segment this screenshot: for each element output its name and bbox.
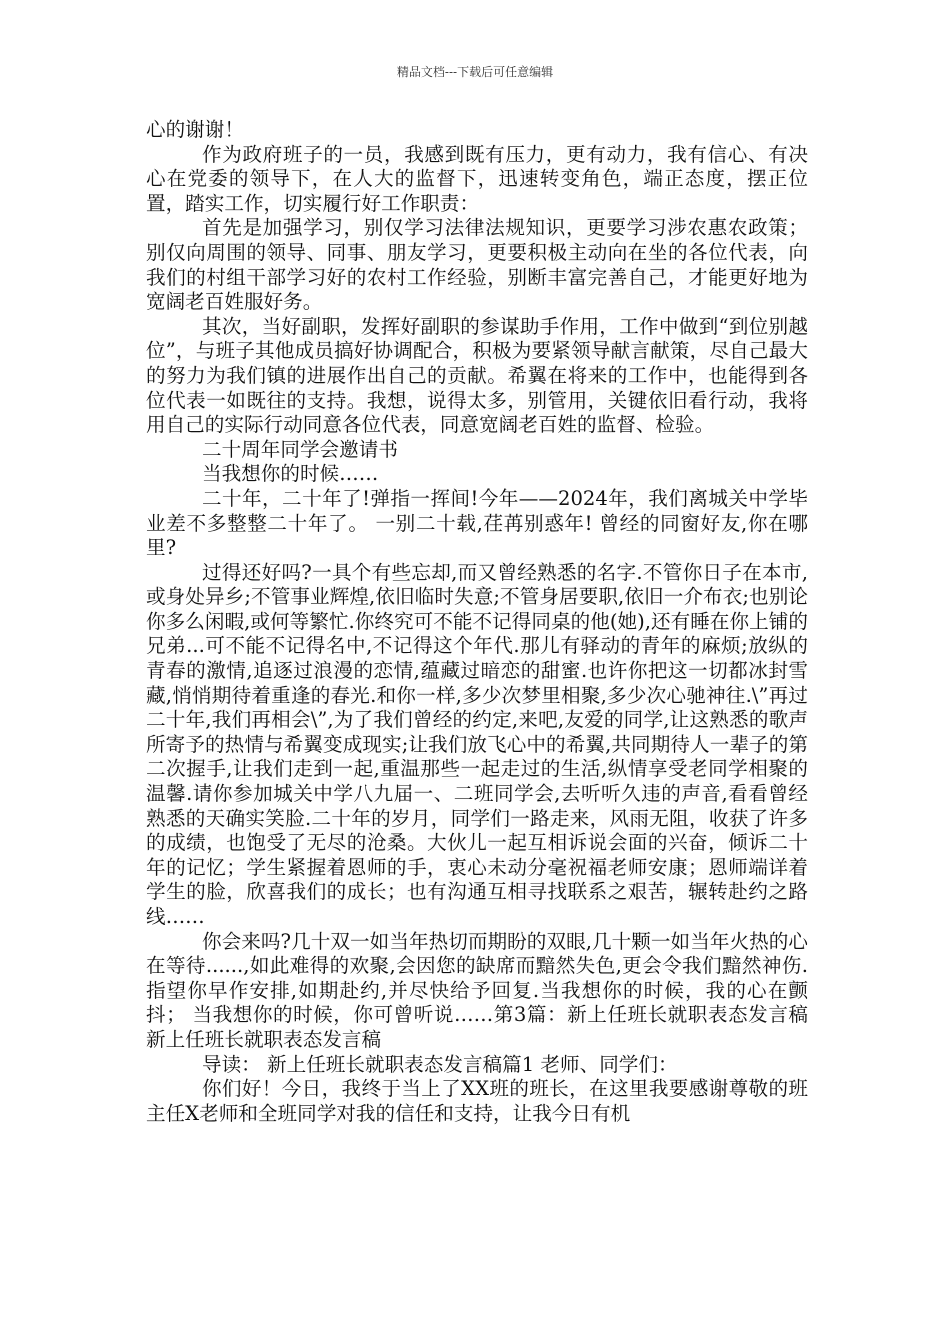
section-title-invitation: 二十周年同学会邀请书	[202, 437, 398, 461]
paragraph-2: 作为政府班子的一员，我感到既有压力，更有动力，我有信心、有决心在党委的领导下，在人大的监督下，迅速转变角色，端正态度，摆正位置，踏实工作，切实履行好工作职责：	[146, 142, 808, 215]
paragraph-8: 过得还好吗?一具个有些忘却,而又曾经熟悉的名字.不管你日子在本市,或身处异乡;不管事业辉煌,依旧临时失意;不管身居要职,依旧一介布衣;也别论你多么闲暇,或何等繁忙.你终究可不能不记得同桌的他(她),还有睡在你上铺的兄弟...可不能不记得名中,不记得这个年代.那儿有驿动的青年的麻烦;放纵的青春的激情,追逐过浪漫的恋情,蕴藏过暗恋的甜蜜.也许你把这一切都冰封雪藏,悄悄期待着重逢的春光.和你一样,多少次梦里相聚,多少次心驰神往.\”再过二十年,我们再相会\”,为了我们曾经的约定,来吧,友爱的同学,让这熟悉的歌声所寄予的热情与希翼变成现实;让我们放飞心中的希翼,共同期待人一辈子的第二次握手,让我们走到一起,重温那些一起走过的生活,纵情享受老同学相聚的温馨.请你参加城关中学八九届一、二班同学会,去听听久违的声音,看看曾经熟悉的天确实笑脸.二十年的岁月，同学们一路走来，风雨无阻，收获了许多的成绩，也饱受了无尽的沧桑。大伙儿一起互相诉说会面的兴奋，倾诉二十年的记忆；学生紧握着恩师的手，衷心未动分毫祝福老师安康；恩师端详着学生的脸，欣喜我们的成长；也有沟通互相寻找联系之艰苦，辗转赴约之路线……	[146, 560, 808, 928]
paragraph-4: 其次，当好副职，发挥好副职的参谋助手作用，工作中做到“到位别越位”，与班子其他成员搞好协调配合，积极为要紧领导献言献策，尽自己最大的努力为我们镇的进展作出自己的贡献。希翼在将来的工作中，也能得到各位代表一如既往的支持。我想，说得太多，别管用，关键依旧看行动，我将用自己的实际行动同意各位代表，同意宽阔老百姓的监督、检验。	[146, 314, 808, 437]
paragraph-9: 你会来吗?几十双一如当年热切而期盼的双眼,几十颗一如当年火热的心在等待......,如此难得的欢聚,会因您的缺席而黯然失色,更会令我们黯然神伤.指望你早作安排,如期赴约,并尽快给予回复.当我想你的时候，我的心在颤抖； 当我想你的时候，你可曾听说……第3篇：新上任班长就职表态发言稿新上任班长就职表态发言稿	[146, 929, 808, 1051]
page-header: 精品文档---下载后可任意编辑	[396, 65, 554, 79]
paragraph-6: 当我想你的时候……	[202, 462, 379, 486]
paragraph-1: 心的谢谢！	[146, 118, 244, 141]
paragraph-10: 导读： 新上任班长就职表态发言稿篇1 老师、同学们：	[202, 1052, 678, 1076]
paragraph-11: 你们好！今日，我终于当上了XX班的班长，在这里我要感谢尊敬的班主任X老师和全班同学对我的信任和支持，让我今日有机	[146, 1077, 808, 1125]
paragraph-7: 二十年，二十年了!弹指一挥间!今年——2024年，我们离城关中学毕业差不多整整二十年了。 一别二十载,荏苒别惑年! 曾经的同窗好友,你在哪里?	[146, 486, 808, 560]
document-body	[146, 118, 808, 1126]
paragraph-3: 首先是加强学习，别仅学习法律法规知识，更要学习涉农惠农政策；别仅向周围的领导、同事、朋友学习，更要积极主动向在坐的各位代表，向我们的村组干部学习好的农村工作经验，别断丰富完善自己，才能更好地为宽阔老百姓服好务。	[146, 216, 808, 314]
